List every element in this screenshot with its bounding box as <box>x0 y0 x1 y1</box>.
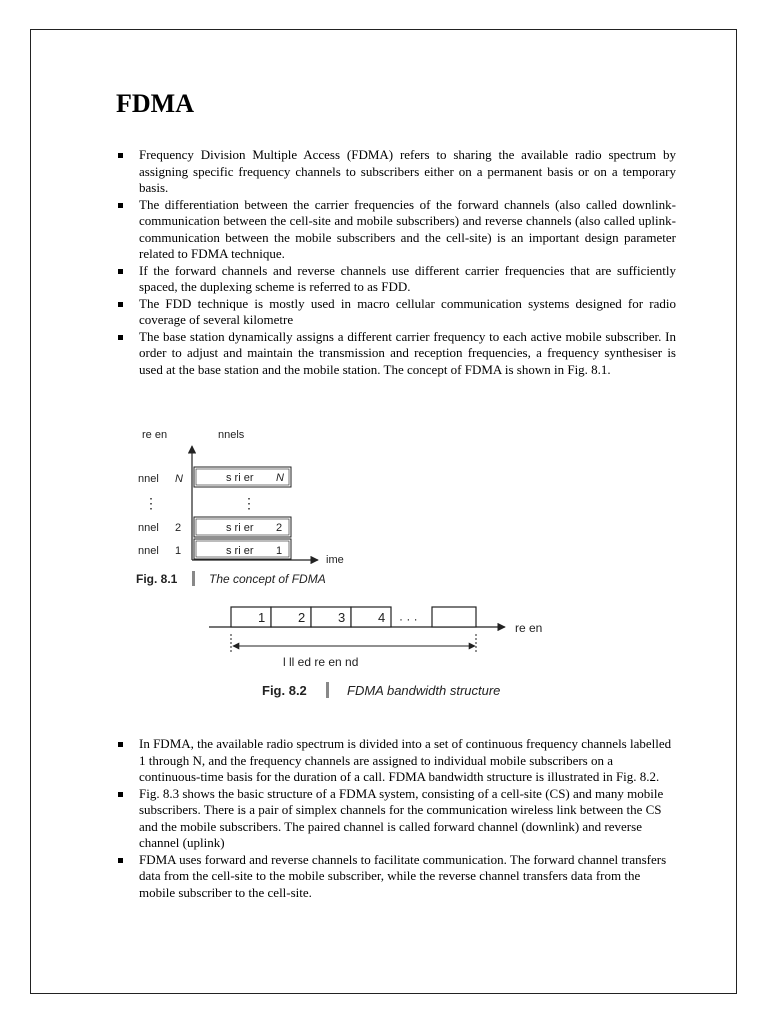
fig2-caption-text: FDMA bandwidth structure <box>347 683 501 698</box>
list-item: FDMA uses forward and reverse channels to facilitate communication. The forward channel transfers data from the cell-site to the mobile subscriber, while the reverse channel transfers data from the mobile subscriber to the cell-site. <box>116 852 676 902</box>
fig2-caption-bar <box>326 682 329 698</box>
bullet-list-bottom <box>116 736 676 901</box>
fig1-channel-label: nnel <box>138 545 159 557</box>
fig1-box-label: s ri er <box>226 522 254 534</box>
fig1-dots-mid: ⋮ <box>242 495 256 511</box>
fig1-caption-text: The concept of FDMA <box>209 572 326 586</box>
fig1-caption-num: Fig. 8.1 <box>136 572 178 586</box>
bullet-list-top <box>116 147 676 378</box>
list-item: If the forward channels and reverse channels use different carrier frequencies that are sufficiently spaced, the duplexing scheme is referred to as FDD. <box>116 263 676 296</box>
fig1-box-num: 1 <box>276 545 283 557</box>
fig1-caption-bar <box>192 571 195 586</box>
list-item: Frequency Division Multiple Access (FDMA) refers to sharing the available radio spectrum by assigning specific frequency channels to subscribers either on a permanent basis or on a temporary basis. <box>116 147 676 197</box>
fig1-box-num: N <box>276 472 284 484</box>
fig1-channel-num: 1 <box>175 545 182 557</box>
fig2-band-label: l ll ed re en nd <box>283 655 359 669</box>
fig2-axis-label: re en <box>515 621 543 635</box>
fig2-cell-label: 3 <box>338 610 346 625</box>
list-item: The base station dynamically assigns a different carrier frequency to each active mobile subscriber. In order to adjust and maintain the transmission and reception frequencies, a frequency synthesiser is used at the base station and the mobile station. The concept of FDMA is shown in Fig. 8.1. <box>116 329 676 379</box>
fig1-box-label: s ri er <box>226 472 254 484</box>
fig1-y-axis-label: re en <box>142 429 168 441</box>
fig2-cell-label: 4 <box>378 610 386 625</box>
fig2-caption-num: Fig. 8.2 <box>262 683 307 698</box>
fig2-cell <box>432 607 476 627</box>
list-item: Fig. 8.3 shows the basic structure of a FDMA system, consisting of a cell-site (CS) and many mobile subscribers. There is a pair of simplex channels for the communication wireless link between the CS and the mobile subscribers. The paired channel is called forward channel (downlink) and reverse channel (uplink) <box>116 786 676 852</box>
fig2-cell-label: 2 <box>298 610 306 625</box>
fig1-channel-label: nnel <box>138 522 159 534</box>
fig1-channel-num: 2 <box>175 522 182 534</box>
fig1-dots-left: ⋮ <box>144 495 158 511</box>
fig1-x-axis-label: ime <box>326 554 344 566</box>
figure-8-2 <box>205 600 575 705</box>
fig1-top-label: nnels <box>218 429 245 441</box>
page-title: FDMA <box>116 89 194 118</box>
fig1-channel-num: N <box>175 473 183 485</box>
fig2-cell-label: 1 <box>258 610 266 625</box>
list-item: The FDD technique is mostly used in macro cellular communication systems designed for radio coverage of several kilometre <box>116 296 676 329</box>
figure-8-1 <box>130 420 370 590</box>
fig1-channel-label: nnel <box>138 473 159 485</box>
fig1-box-num: 2 <box>276 522 283 534</box>
list-item: In FDMA, the available radio spectrum is divided into a set of continuous frequency channels labelled 1 through N, and the frequency channels are assigned to individual mobile subscribers on a continuous-time basis for the duration of a call. FDMA bandwidth structure is illustrated in Fig. 8.2. <box>116 736 676 786</box>
fig1-box-label: s ri er <box>226 545 254 557</box>
fig2-ellipsis: · · · <box>399 612 418 626</box>
list-item: The differentiation between the carrier frequencies of the forward channels (also called downlink-communication between the cell-site and mobile subscribers) and reverse channels (also called uplink-communication between the mobile subscribers and the cell-site) is an important design parameter related to FDMA technique. <box>116 197 676 263</box>
